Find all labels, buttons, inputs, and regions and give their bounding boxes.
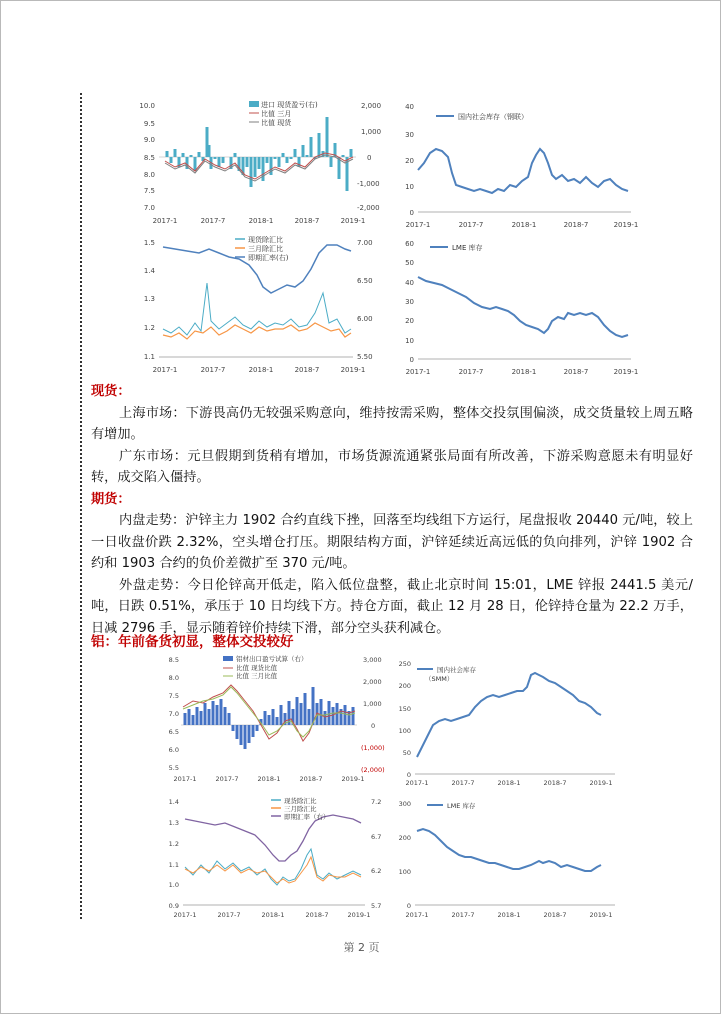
y-tick: 1.1 [168,861,179,869]
aluminum-ratio-chart [161,653,396,785]
y-tick: 9.5 [143,120,155,128]
x-tick: 2018-1 [257,775,281,783]
y2-tick: 0 [371,722,376,730]
y-tick: 1.2 [143,324,155,332]
y-tick: 10 [405,337,414,345]
x-tick: 2018-7 [563,221,589,229]
x-tick: 2017-1 [405,911,429,919]
y-tick: 30 [405,298,414,306]
x-tick: 2018-1 [511,221,537,229]
x-tick: 2018-1 [248,217,274,225]
futures-heading: 期货： [91,491,131,507]
aluminum-fx-ratio-chart [161,795,393,921]
y-tick: 6.5 [168,728,179,736]
y2-tick: 2,000 [361,102,382,110]
x-tick: 2017-1 [405,221,431,229]
y2-tick: 7.2 [371,798,382,806]
legend-label: （SMM） [425,675,454,683]
y-tick: 8.0 [168,674,179,682]
y-tick: 1.5 [143,239,155,247]
y-tick: 0 [409,209,414,217]
x-tick: 2019-1 [613,221,639,229]
x-tick: 2018-1 [511,368,537,376]
y2-tick: (2,000) [361,766,385,774]
y-tick: 300 [398,800,411,808]
y-tick: 50 [405,259,414,267]
x-tick: 2019-1 [341,775,365,783]
x-tick: 2019-1 [340,366,366,374]
x-tick: 2018-7 [294,217,320,225]
y-tick: 100 [398,868,411,876]
zinc-ratio-chart [131,97,396,227]
x-tick: 2017-7 [215,775,239,783]
y-tick: 6.0 [168,746,179,754]
y2-tick: 6.50 [357,277,373,285]
foreign-futures-text: 外盘走势：今日伦锌高开低走，陷入低位盘整，截止北京时间 15:01，LME 锌报 2441.5 美元/吨，日跌 0.51%，承压于 10 日均线下方。持仓方面，截止 12 月 28 日，伦锌持仓量为 22.2 万手，日减 2796 手，显示随着锌价持续下滑，部分空头获利减仓。 [91,577,693,636]
left-dotted-rule [80,93,82,919]
legend-label: 国内社会库存 [437,666,476,674]
y-tick: 1.4 [143,267,155,275]
legend-label: 即期汇率（右） [284,813,330,821]
y-tick: 50 [402,749,411,757]
x-tick: 2017-7 [451,779,475,787]
y2-tick: 2,000 [363,678,382,686]
legend-label: LME 库存 [447,802,476,810]
y-tick: 7.0 [168,710,179,718]
x-tick: 2017-1 [405,779,429,787]
y-tick: 20 [405,157,414,165]
x-tick: 2017-7 [458,221,484,229]
x-tick: 2017-7 [200,217,226,225]
legend-label: 铝材出口盈亏试算（右） [236,655,308,663]
market-commentary [91,381,693,639]
y-tick: 7.5 [143,187,155,195]
x-tick: 2017-7 [217,911,241,919]
y-tick: 0.9 [168,902,179,910]
y2-tick: 3,000 [363,656,382,664]
legend-label: 比值 三月 [261,110,292,118]
legend-label: 国内社会库存（钢联） [458,113,528,121]
y-tick: 8.5 [143,154,155,162]
legend-label: 比值 现货 [261,119,292,127]
y-tick: 1.0 [168,881,179,889]
legend-label: LME 库存 [452,244,483,252]
y-tick: 0 [406,771,411,779]
y-tick: 250 [398,660,411,668]
y2-tick: (1,000) [361,744,385,752]
x-tick: 2019-1 [347,911,371,919]
page-number: 第 2 页 [343,941,380,954]
y-tick: 40 [405,279,414,287]
zinc-fx-ratio-chart [131,233,396,378]
y-tick: 9.0 [143,136,155,144]
y2-tick: -2,000 [357,204,380,212]
y-tick: 7.5 [168,692,179,700]
y-tick: 30 [405,131,414,139]
aluminum-lme-inventory-chart [393,797,625,921]
spot-heading: 现货： [91,384,131,399]
y-tick: 0 [409,356,414,364]
x-tick: 2017-1 [405,368,431,376]
y-tick: 0 [406,902,411,910]
legend-label: 现货除汇比 [284,797,317,805]
x-tick: 2017-1 [152,217,178,225]
y2-tick: 7.00 [357,239,373,247]
y2-tick: 6.7 [371,833,382,841]
y-tick: 60 [405,240,414,248]
y-tick: 1.2 [168,840,179,848]
x-tick: 2019-1 [589,911,613,919]
y-tick: 200 [398,834,411,842]
y-tick: 1.1 [143,353,155,361]
y2-tick: 1,000 [363,700,382,708]
y2-tick: 1,000 [361,128,382,136]
y-tick: 200 [398,682,411,690]
x-tick: 2018-1 [497,779,521,787]
domestic-futures-text: 内盘走势：沪锌主力 1902 合约直线下挫，回落至均线组下方运行，尾盘报收 20440 元/吨，较上一日收盘价跌 2.32%，空头增仓打压。期限结构方面，沪锌延续近高远低的负向排列，沪锌 1902 合约和 1903 合约的负价差微扩至 370 元/吨。 [91,513,693,571]
y2-tick: 5.50 [357,353,373,361]
y-tick: 1.4 [168,798,179,806]
x-tick: 2017-1 [173,775,197,783]
x-tick: 2018-7 [543,779,567,787]
legend-label: 比值 三月比值 [236,672,278,680]
aluminum-social-inventory-chart [393,657,625,789]
y-tick: 5.5 [168,764,179,772]
legend-label: 三月除汇比 [284,805,317,813]
x-tick: 2018-7 [543,911,567,919]
shanghai-market-text: 上海市场：下游畏高仍无较强采购意向，维持按需采购，整体交投氛围偏淡，成交货量较上周五略有增加。 [91,405,693,442]
x-tick: 2018-1 [261,911,285,919]
guangdong-market-text: 广东市场：元旦假期到货稍有增加，市场货源流通紧张局面有所改善，下游采购意愿未有明显好转，成交陷入僵持。 [91,448,693,485]
y-tick: 8.0 [143,171,155,179]
legend-label: 进口 现货盈亏(右) [261,101,318,109]
x-tick: 2018-7 [299,775,323,783]
x-tick: 2018-7 [294,366,320,374]
x-tick: 2018-7 [305,911,329,919]
y-tick: 1.3 [168,819,179,827]
x-tick: 2017-1 [152,366,178,374]
y2-tick: 5.7 [371,902,382,910]
x-tick: 2017-1 [173,911,197,919]
zinc-social-inventory-chart [396,97,641,231]
x-tick: 2017-7 [458,368,484,376]
y-tick: 7.0 [143,204,155,212]
y2-tick: 6.2 [371,867,382,875]
zinc-lme-inventory-chart [396,237,641,379]
legend-label: 比值 现货比值 [236,664,278,672]
x-tick: 2019-1 [340,217,366,225]
y2-tick: 6.00 [357,315,373,323]
y-tick: 8.5 [168,656,179,664]
y-tick: 40 [405,103,414,111]
x-tick: 2017-7 [200,366,226,374]
x-tick: 2017-7 [451,911,475,919]
x-tick: 2018-1 [248,366,274,374]
y-tick: 20 [405,317,414,325]
y2-tick: 0 [367,154,372,162]
x-tick: 2018-7 [563,368,589,376]
legend-label: 即期汇率(右) [248,254,289,262]
y-tick: 1.3 [143,295,155,303]
y-tick: 100 [398,727,411,735]
aluminum-section-heading: 铝：年前备货初显，整体交投较好 [91,634,294,650]
y-tick: 150 [398,705,411,713]
x-tick: 2019-1 [589,779,613,787]
y-tick: 10 [405,183,414,191]
y-tick: 10.0 [139,102,155,110]
x-tick: 2018-1 [497,911,521,919]
y2-tick: -1,000 [357,180,380,188]
x-tick: 2019-1 [613,368,639,376]
legend-label: 三月除汇比 [248,245,283,253]
legend-label: 现货除汇比 [248,236,283,244]
